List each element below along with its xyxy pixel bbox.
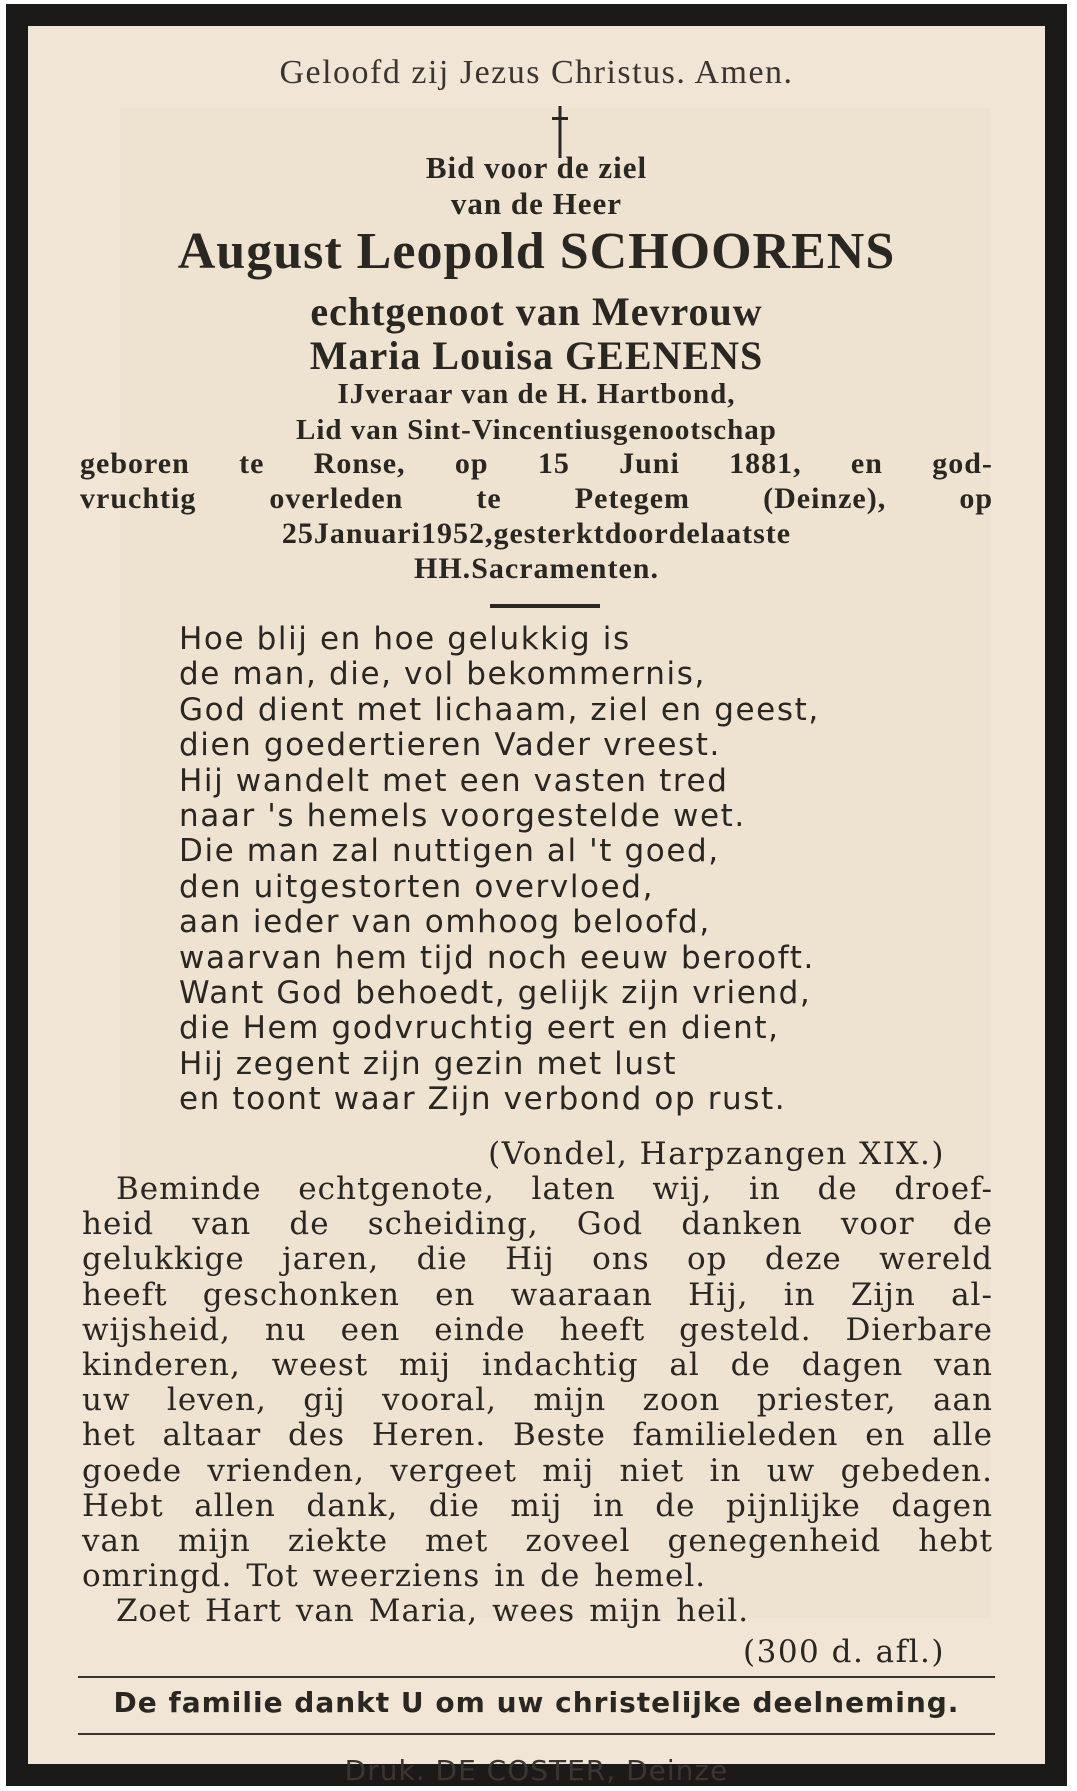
word: Hij (505, 1241, 555, 1278)
divider-top (78, 1676, 995, 1678)
membership-line-1: IJveraar van de H. Hartbond, (337, 378, 736, 410)
memorial-card (6, 4, 1067, 1786)
word: familieleden (632, 1417, 839, 1454)
prose-line (82, 1313, 993, 1348)
word: die (428, 1487, 480, 1524)
word: mij (510, 1487, 563, 1524)
word: dagen (891, 1487, 993, 1524)
word: heid (82, 1206, 155, 1243)
prose-line (82, 1383, 993, 1418)
word: Zijn (850, 1276, 916, 1313)
word: Dierbare (845, 1311, 993, 1348)
prose-line (82, 1207, 993, 1242)
word: Beminde (116, 1171, 262, 1207)
indulgence-note: (300 d. afl.) (743, 1634, 945, 1670)
word: de (540, 1558, 581, 1595)
bio-line (80, 446, 993, 481)
word: einde (434, 1311, 526, 1348)
word: omringd. (82, 1558, 233, 1595)
printer-credit: Druk. DE COSTER, Deinze (344, 1754, 729, 1787)
biography (80, 446, 993, 586)
word: Hebt (82, 1487, 164, 1524)
word: van (934, 1347, 993, 1384)
word: mijn (533, 1382, 607, 1419)
word: aan (933, 1382, 993, 1419)
prose-line (82, 1172, 993, 1207)
bio-line (80, 481, 993, 516)
word: droef- (894, 1171, 993, 1207)
word: heeft (559, 1311, 646, 1348)
divider-bottom (78, 1733, 995, 1735)
word: laatste (700, 517, 792, 550)
pray-heading (28, 150, 1045, 222)
word: de (289, 1206, 330, 1243)
word: dank, (306, 1487, 399, 1524)
word: echtgenote, (298, 1171, 495, 1207)
word: Zoet (116, 1593, 192, 1630)
spouse-line-1: echtgenoot van Mevrouw (310, 289, 763, 334)
word: leven, (166, 1382, 267, 1419)
word: HH. (414, 552, 472, 585)
word: ziekte (287, 1523, 389, 1560)
word: al- (951, 1276, 993, 1313)
word: gesterkt (493, 517, 605, 550)
word: god- (932, 447, 993, 480)
word: en (850, 447, 883, 480)
poem-line: God dient met lichaam, ziel en geest, (179, 691, 820, 728)
word: des (287, 1417, 346, 1454)
word: door (604, 517, 669, 550)
word: Tot (246, 1558, 299, 1595)
poem-line: de man, die, vol bekommernis, (179, 656, 706, 693)
word: in (748, 1171, 781, 1207)
word: vergeet (390, 1452, 517, 1489)
word: God (576, 1206, 644, 1243)
word: laten (531, 1171, 616, 1207)
poem-line: Hij wandelt met een vasten tred (179, 762, 729, 799)
word: in (783, 1276, 816, 1313)
word: weest (271, 1347, 369, 1384)
word: te (239, 447, 265, 480)
word: voor (840, 1206, 915, 1243)
poem-line: Hij zegent zijn gezin met lust (179, 1045, 678, 1082)
word: indachtig (481, 1347, 639, 1384)
word: het (82, 1417, 136, 1454)
memberships (28, 376, 1045, 448)
word: op (687, 1241, 728, 1278)
word: weerziens (312, 1558, 481, 1595)
word: van (82, 1523, 141, 1560)
word: 1881, (729, 447, 802, 480)
word: uw (766, 1452, 816, 1489)
word: 1952, (420, 517, 494, 550)
word: op (959, 482, 993, 515)
word: hebt (918, 1523, 993, 1560)
word: de (668, 517, 701, 550)
card-paper (28, 26, 1045, 1787)
prose-line (82, 1489, 993, 1524)
word: uw (82, 1382, 131, 1419)
word: de (730, 1347, 771, 1384)
poem-line: waarvan hem tijd noch eeuw berooft. (179, 939, 815, 976)
prose-line (82, 1594, 993, 1629)
word: Petegem (574, 482, 691, 515)
word: overleden (269, 482, 404, 515)
poem-line: naar 's hemels voorgestelde wet. (179, 798, 746, 835)
word: al (669, 1347, 700, 1384)
word: de (817, 1171, 858, 1207)
word: genegenheid (667, 1523, 882, 1560)
word: en (435, 1276, 476, 1313)
deceased-name: August Leopold SCHOORENS (177, 223, 896, 280)
word: 15 (537, 447, 570, 480)
word: vruchtig (80, 482, 197, 515)
word: Heren. (371, 1417, 487, 1454)
word: pijnlijke (725, 1487, 861, 1524)
word: die (416, 1241, 468, 1278)
word: van (192, 1206, 252, 1243)
poem-line: Die man zal nuttigen al 't goed, (179, 833, 720, 870)
word: wees (492, 1593, 576, 1630)
word: wijsheid, (82, 1311, 231, 1348)
poem-line: den uitgestorten overvloed, (179, 868, 655, 905)
farewell-text (82, 1172, 993, 1630)
word: waaraan (510, 1276, 653, 1313)
word: Sacramenten. (471, 552, 659, 585)
prose-line (82, 1454, 993, 1489)
poem-line: Want God behoedt, gelijk zijn vriend, (179, 975, 812, 1012)
word: mijn (589, 1593, 663, 1630)
prose-line (82, 1278, 993, 1313)
prose-line (82, 1242, 993, 1277)
word: hemel. (594, 1558, 707, 1595)
word: mij (399, 1347, 452, 1384)
word: nu (264, 1311, 307, 1348)
divider (490, 604, 600, 608)
word: deze (764, 1241, 842, 1278)
word: kinderen, (82, 1347, 241, 1384)
word: op (454, 447, 489, 480)
poem-source: (Vondel, Harpzangen XIX.) (488, 1136, 945, 1172)
word: Hart (205, 1593, 282, 1630)
word: vrienden, (207, 1452, 365, 1489)
word: niet (619, 1452, 685, 1489)
word: gelukkige (82, 1241, 245, 1278)
invocation: Geloofd zij Jezus Christus. Amen. (279, 54, 794, 91)
word: in (592, 1487, 625, 1524)
word: mijn (178, 1523, 251, 1560)
membership-line-2: Lid van Sint-Vincentiusgenootschap (296, 414, 777, 446)
poem-line: dien goedertieren Vader vreest. (179, 727, 722, 764)
word: Maria, (368, 1593, 479, 1630)
word: heeft (82, 1276, 168, 1313)
word: geschonken (202, 1276, 400, 1313)
word: in (709, 1452, 742, 1489)
word: gesteld. (679, 1311, 812, 1348)
word: van (295, 1593, 355, 1630)
word: zoon (642, 1382, 721, 1419)
pray-line-1: Bid voor de ziel (425, 150, 648, 185)
word: dagen (801, 1347, 904, 1384)
prose-line (82, 1559, 993, 1594)
word: gebeden. (840, 1452, 993, 1489)
word: alle (932, 1417, 993, 1454)
word: scheiding, (367, 1206, 539, 1243)
word: goede (82, 1452, 183, 1489)
word: wij, (652, 1171, 713, 1207)
word: een (340, 1311, 401, 1348)
family-thanks: De familie dankt U om uw christelijke deelneming. (113, 1686, 960, 1719)
word: Hij, (688, 1276, 749, 1313)
pray-line-2: van de Heer (450, 186, 623, 221)
word: Beste (512, 1417, 606, 1454)
word: 25 (281, 517, 314, 550)
word: zoveel (525, 1523, 631, 1560)
word: de (952, 1206, 993, 1243)
word: vooral, (382, 1382, 497, 1419)
prose-line (82, 1524, 993, 1559)
word: Januari (313, 517, 421, 550)
prose-line (82, 1418, 993, 1453)
word: mij (542, 1452, 595, 1489)
word: in (494, 1558, 527, 1595)
word: priester, (756, 1382, 897, 1419)
word: (Deinze), (763, 482, 887, 515)
poem-line: en toont waar Zijn verbond op rust. (179, 1081, 787, 1118)
word: Ronse, (313, 447, 406, 480)
poem-line: aan ieder van omhoog beloofd, (179, 904, 711, 941)
bio-line (80, 551, 993, 586)
poem (179, 622, 820, 1118)
word: jaren, (282, 1241, 380, 1278)
word: allen (194, 1487, 276, 1524)
spouse-name: Maria Louisa GEENENS (309, 333, 764, 378)
word: altaar (162, 1417, 262, 1454)
prose-line (82, 1348, 993, 1383)
poem-line: die Hem godvruchtig eert en dient, (179, 1010, 780, 1047)
word: wereld (879, 1241, 993, 1278)
word: ons (592, 1241, 650, 1278)
word: en (865, 1417, 906, 1454)
word: de (655, 1487, 696, 1524)
poem-line: Hoe blij en hoe gelukkig is (179, 621, 631, 657)
word: gij (303, 1382, 346, 1419)
word: Juni (619, 447, 680, 480)
word: met (425, 1523, 489, 1560)
word: te (476, 482, 502, 515)
word: geboren (80, 447, 190, 480)
word: heil. (676, 1593, 750, 1630)
bio-line (80, 516, 993, 551)
word: danken (681, 1206, 803, 1243)
